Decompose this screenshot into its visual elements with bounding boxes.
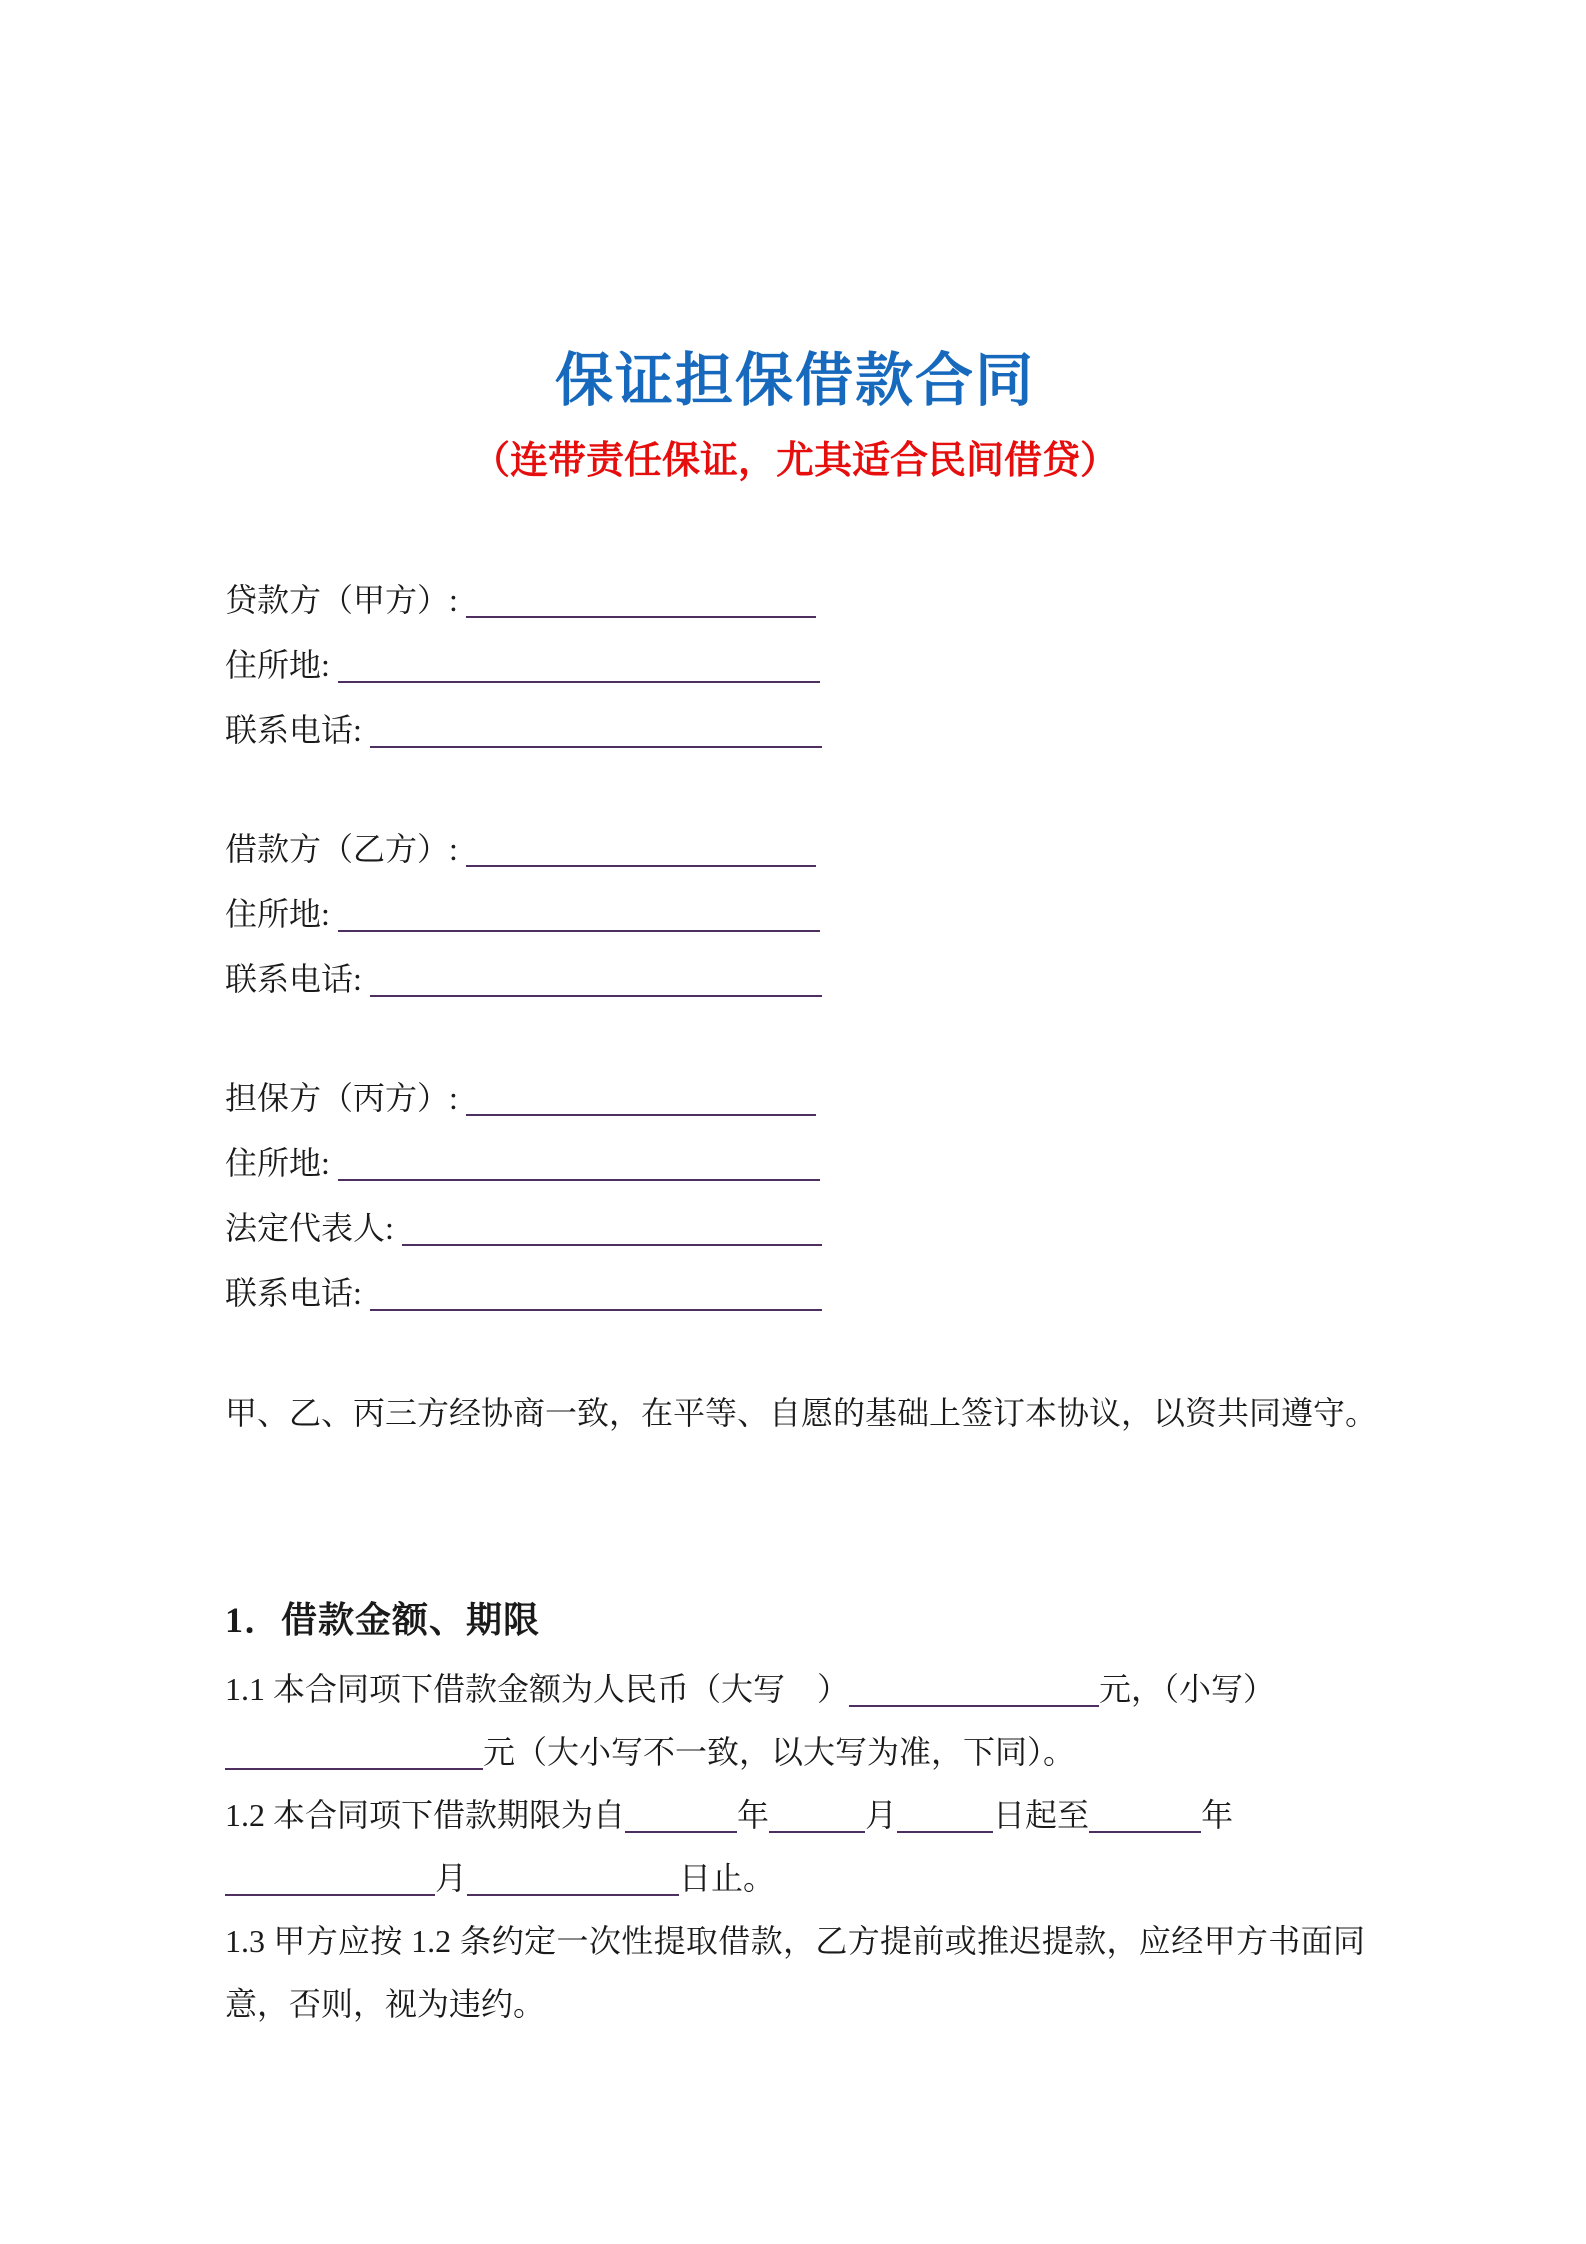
- field-blank-line: [370, 1281, 822, 1311]
- clause-blank-line: [769, 1803, 865, 1833]
- clause-blank-line: [897, 1803, 993, 1833]
- clause-text: 年: [737, 1797, 770, 1833]
- field-blank-line: [338, 1151, 820, 1181]
- clause-text: 年: [1201, 1797, 1234, 1833]
- field-label: 联系电话:: [225, 961, 362, 997]
- field-label: 联系电话:: [225, 1275, 362, 1311]
- field-row: [225, 882, 1365, 947]
- field-blank-line: [370, 718, 822, 748]
- party-group-borrower-party-b: [225, 817, 1365, 1012]
- clause-blank-line: [625, 1803, 737, 1833]
- clause-1-2: [225, 1784, 1365, 1910]
- field-row: [225, 698, 1365, 763]
- field-row: [225, 1261, 1365, 1326]
- clause-text: 1.1 本合同项下借款金额为人民币（大写 ）: [225, 1671, 850, 1707]
- field-label: 联系电话:: [225, 712, 362, 748]
- field-label: 住所地:: [225, 1145, 330, 1181]
- field-label: 贷款方（甲方）:: [225, 582, 458, 618]
- field-row: [225, 1066, 1365, 1131]
- section-1-heading: 1．借款金额、期限: [225, 1600, 541, 1640]
- field-row: [225, 568, 1365, 633]
- clause-text: 日止。: [679, 1860, 776, 1896]
- field-blank-line: [338, 902, 820, 932]
- clause-blank-line: [225, 1866, 435, 1896]
- field-row: [225, 947, 1365, 1012]
- clause-text: 月: [435, 1860, 468, 1896]
- clause-text: 日起至: [993, 1797, 1090, 1833]
- field-label: 法定代表人:: [225, 1210, 394, 1246]
- field-label: 担保方（丙方）:: [225, 1080, 458, 1116]
- clause-text: 元，（小写）: [1099, 1671, 1276, 1707]
- field-label: 住所地:: [225, 896, 330, 932]
- field-row: [225, 1131, 1365, 1196]
- clause-blank-line: [225, 1740, 483, 1770]
- field-row: [225, 1196, 1365, 1261]
- clause-text: 元（大小写不一致，以大写为准，下同）。: [483, 1734, 1076, 1770]
- clause-blank-line: [849, 1677, 1099, 1707]
- clause-text: 1.3 甲方应按 1.2 条约定一次性提取借款，乙方提前或推迟提款，应经甲方书面同意，否则，视为违约。: [225, 1923, 1365, 2022]
- clause-1-3: [225, 1910, 1365, 2036]
- clause-1-1: [225, 1658, 1365, 1784]
- parties-section: [225, 568, 1365, 1326]
- field-blank-line: [466, 837, 816, 867]
- field-label: 借款方（乙方）:: [225, 831, 458, 867]
- field-label: 住所地:: [225, 647, 330, 683]
- field-blank-line: [370, 967, 822, 997]
- preamble-paragraph: 甲、乙、丙三方经协商一致，在平等、自愿的基础上签订本协议，以资共同遵守。: [225, 1395, 1378, 1431]
- clause-blank-line: [467, 1866, 679, 1896]
- contract-title: 保证担保借款合同: [554, 348, 1035, 413]
- field-row: [225, 633, 1365, 698]
- clause-text: 月: [865, 1797, 898, 1833]
- clause-blank-line: [1089, 1803, 1201, 1833]
- field-blank-line: [466, 588, 816, 618]
- party-group-guarantor-party-c: [225, 1066, 1365, 1326]
- clause-text: 1.2 本合同项下借款期限为自: [225, 1797, 626, 1833]
- field-row: [225, 817, 1365, 882]
- field-blank-line: [466, 1086, 816, 1116]
- contract-subtitle: （连带责任保证，尤其适合民间借贷）: [471, 440, 1118, 482]
- section-1-clauses: [225, 1658, 1365, 2036]
- party-group-lender-party-a: [225, 568, 1365, 763]
- field-blank-line: [402, 1216, 822, 1246]
- field-blank-line: [338, 653, 820, 683]
